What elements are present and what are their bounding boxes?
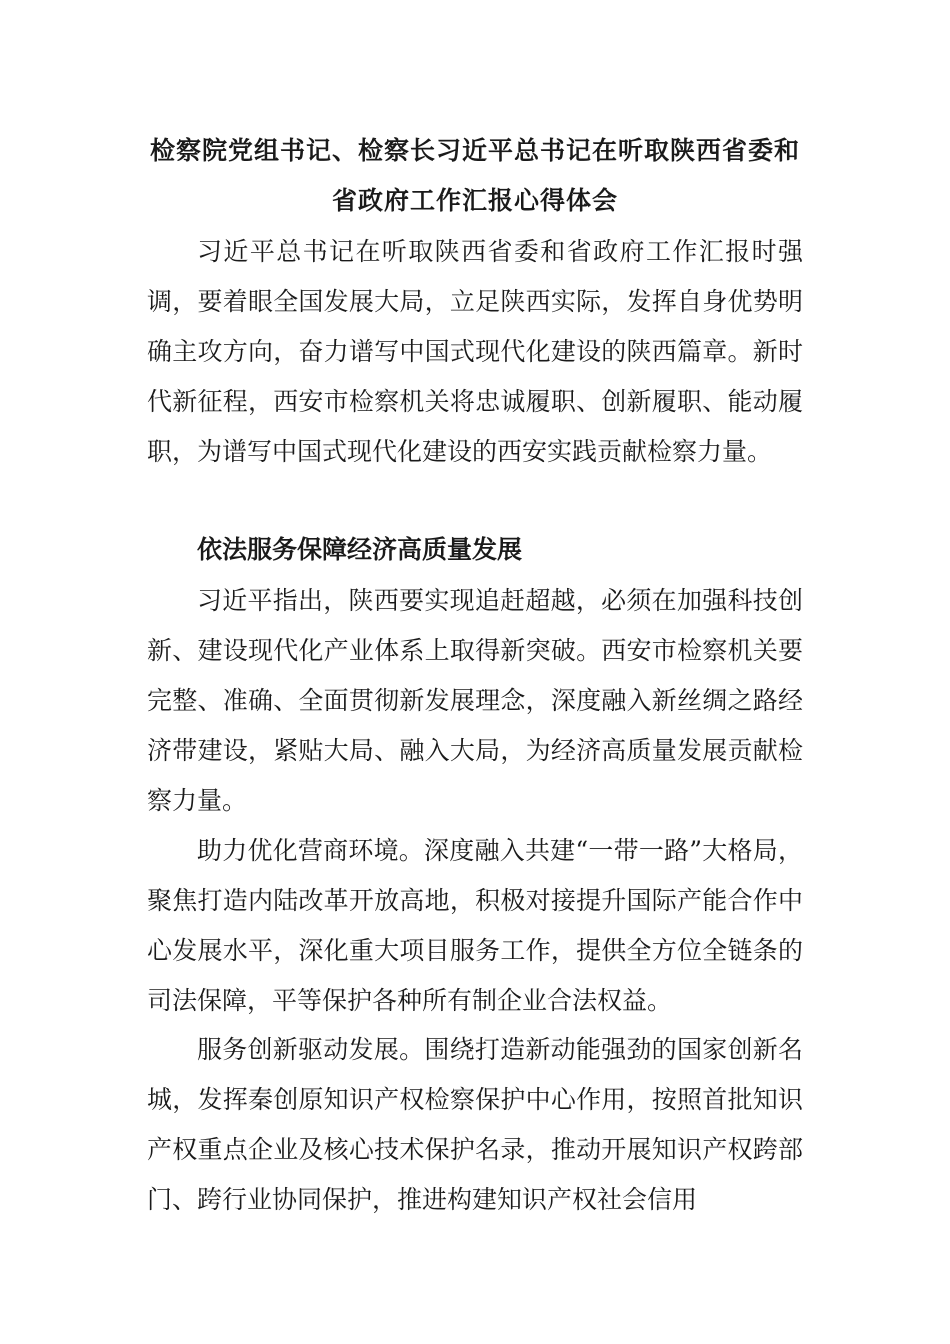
document-title-line-2: 省政府工作汇报心得体会: [331, 186, 618, 215]
intro-paragraph: 习近平总书记在听取陕西省委和省政府工作汇报时强调，要着眼全国发展大局，立足陕西实际，发挥自身优势明确主攻方向，奋力谱写中国式现代化建设的陕西篇章。新时代新征程，西安市检察机关将忠诚履职、创新履职、能动履职，为谱写中国式现代化建设的西安实践贡献检察力量。: [147, 237, 803, 466]
section-intro-paragraph: 习近平指出，陕西要实现追赶超越，必须在加强科技创新、建设现代化产业体系上取得新突破。西安市检察机关要完整、准确、全面贯彻新发展理念，深度融入新丝绸之路经济带建设，紧贴大局、融入大局，为经济高质量发展贡献检察力量。: [147, 586, 803, 815]
document-title-line-1: 检察院党组书记、检察长习近平总书记在听取陕西省委和: [149, 136, 800, 165]
business-environment-paragraph: 助力优化营商环境。深度融入共建“一带一路”大格局，聚焦打造内陆改革开放高地，积极对接提升国际产能合作中心发展水平，深化重大项目服务工作，提供全方位全链条的司法保障，平等保护各种所有制企业合法权益。: [147, 836, 803, 1015]
innovation-paragraph: 服务创新驱动发展。围绕打造新动能强劲的国家创新名城，发挥秦创原知识产权检察保护中心作用，按照首批知识产权重点企业及核心技术保护名录，推动开展知识产权跨部门、跨行业协同保护，推进构建知识产权社会信用: [147, 1035, 803, 1214]
section-heading: 依法服务保障经济高质量发展: [197, 535, 523, 564]
